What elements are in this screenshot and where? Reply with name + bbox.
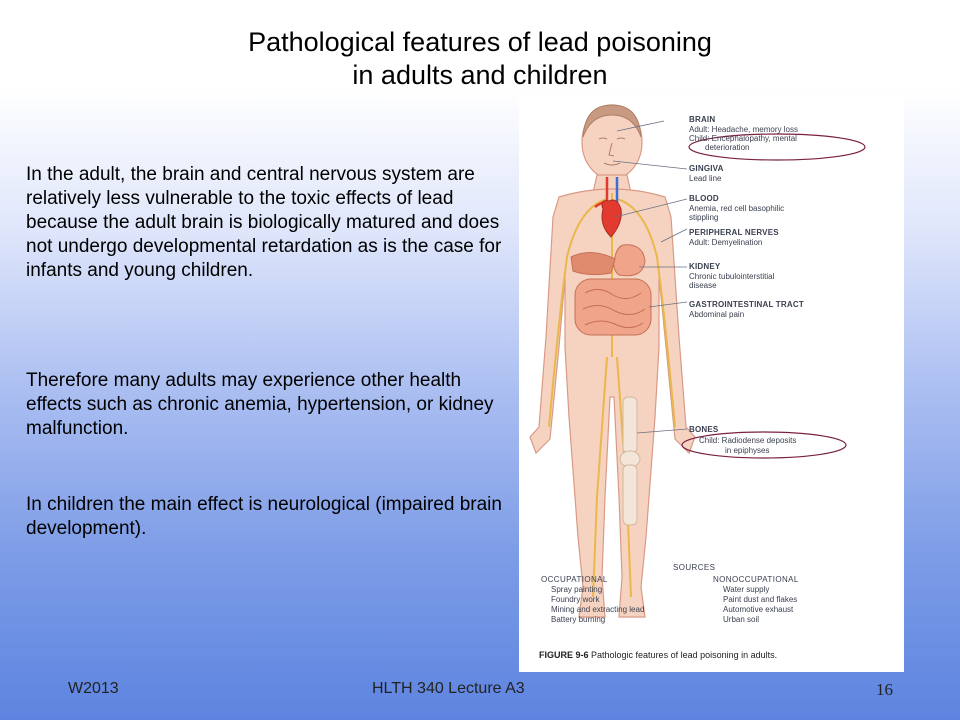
label-gi-head: GASTROINTESTINAL TRACT	[689, 300, 804, 309]
label-brain-child: Child: Encephalopathy, mental	[689, 134, 797, 143]
knee-bones	[620, 397, 640, 525]
label-gingiva-sub: Lead line	[689, 174, 722, 183]
label-bones-sub: Child: Radiodense deposits	[699, 436, 797, 445]
intestines	[575, 279, 651, 335]
body-paragraph-adult-effects: Therefore many adults may experience other health effects such as chronic anemia, hypertension, or kidney malfunction.	[26, 370, 494, 439]
label-bones-head: BONES	[689, 425, 719, 434]
occupational-title: OCCUPATIONAL	[541, 575, 608, 584]
footer-course: HLTH 340 Lecture A3	[372, 680, 525, 697]
slide-number: 16	[876, 680, 893, 699]
label-blood-sub: Anemia, red cell basophilic	[689, 204, 785, 213]
label-brain-adult: Adult: Headache, memory loss	[689, 125, 798, 134]
nonoccupational-item: Urban soil	[723, 615, 760, 624]
figure-caption-text: Pathologic features of lead poisoning in adults.	[588, 650, 778, 660]
body-paragraph-children: In children the main effect is neurological (impaired brain development).	[26, 494, 502, 539]
figure-caption	[539, 650, 777, 660]
label-brain-head: BRAIN	[689, 115, 716, 124]
label-kidney-sub: Chronic tubulointerstitial	[689, 272, 775, 281]
nonoccupational-item: Automotive exhaust	[723, 605, 794, 614]
body-paragraph-adult-brain: In the adult, the brain and central nervous system are relatively less vulnerable to the toxic effects of lead because the adult brain is biologically matured and does not undergo developmental retardation as is the case for infants and young children.	[26, 164, 502, 281]
label-blood-sub-2: stippling	[689, 213, 719, 222]
label-kidney-head: KIDNEY	[689, 262, 721, 271]
nonoccupational-item: Paint dust and flakes	[723, 595, 798, 604]
footer-date: W2013	[68, 680, 119, 697]
label-gingiva-head: GINGIVA	[689, 164, 724, 173]
occupational-item: Battery burning	[551, 615, 606, 624]
sources-title: SOURCES	[673, 563, 716, 572]
slide-title	[150, 26, 810, 92]
label-blood-head: BLOOD	[689, 194, 719, 203]
label-kidney-sub-2: disease	[689, 281, 717, 290]
label-nerves-sub: Adult: Demyelination	[689, 238, 763, 247]
stomach	[614, 245, 645, 276]
label-bones-sub-2: in epiphyses	[725, 446, 770, 455]
figure-number: FIGURE 9-6	[539, 650, 589, 660]
anatomy-figure	[519, 97, 904, 672]
label-gi-sub: Abdominal pain	[689, 310, 745, 319]
nonoccupational-title: NONOCCUPATIONAL	[713, 575, 799, 584]
nonoccupational-item: Water supply	[723, 585, 770, 594]
occupational-item: Spray painting	[551, 585, 603, 594]
occupational-item: Mining and extracting lead	[551, 605, 645, 614]
label-brain-child-2: deterioration	[705, 143, 750, 152]
label-nerves-head: PERIPHERAL NERVES	[689, 228, 779, 237]
liver	[571, 252, 615, 274]
occupational-item: Foundry work	[551, 595, 600, 604]
title-line-1: Pathological features of lead poisoning	[248, 27, 712, 57]
title-line-2: in adults and children	[352, 60, 608, 90]
